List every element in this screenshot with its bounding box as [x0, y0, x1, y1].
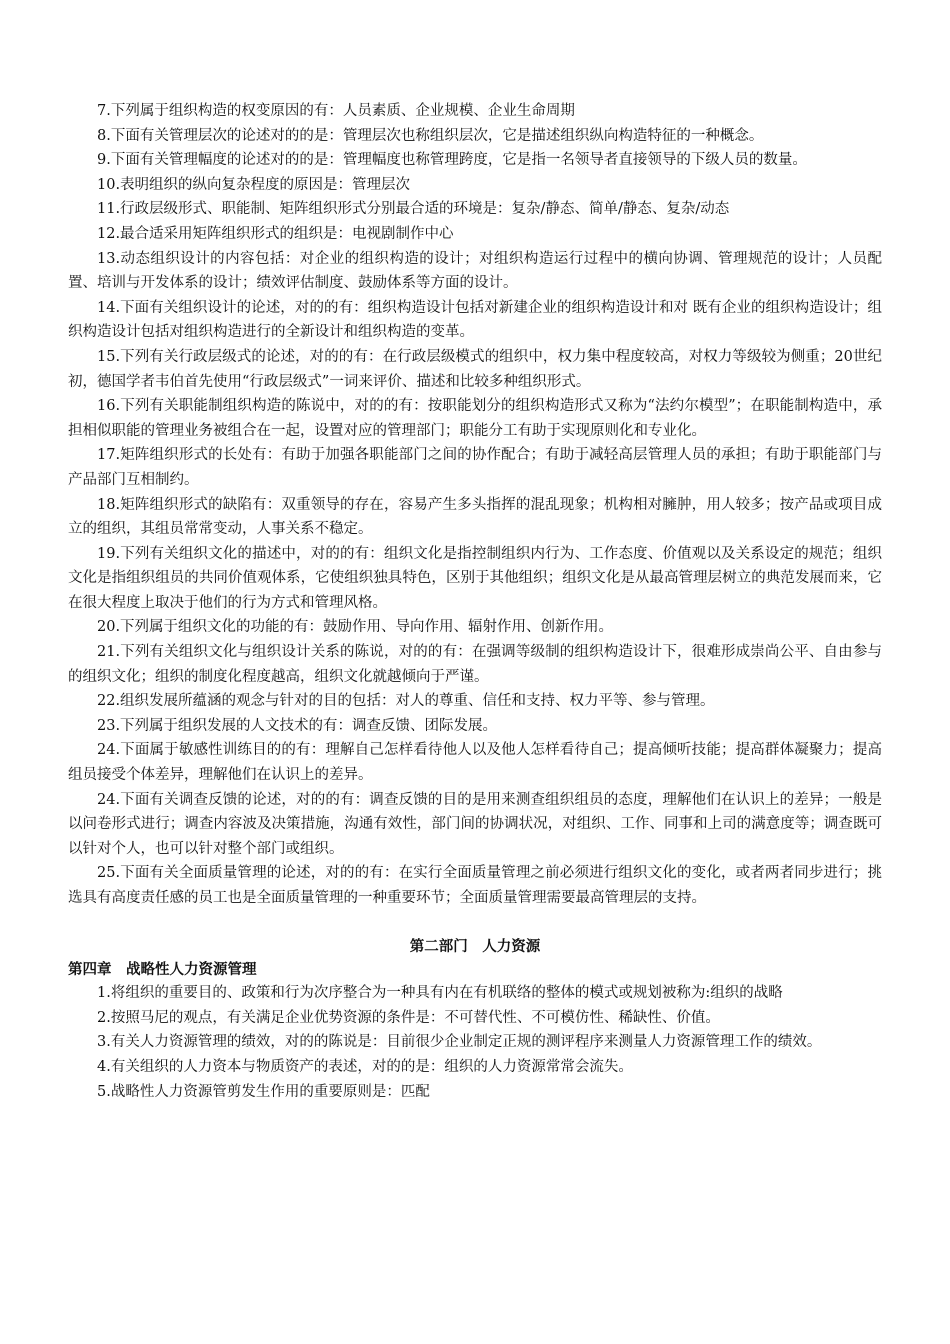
list-item: 1.将组织的重要目的、政策和行为次序整合为一种具有内在有机联络的整体的模式或规划被称为:组织的战略 — [97, 985, 783, 1002]
section-spacer — [68, 911, 882, 935]
part-title: 第二部门 人力资源 — [409, 938, 541, 955]
section-chapter-items — [68, 981, 882, 1104]
chapter-title: 第四章 战略性人力资源管理 — [68, 962, 257, 979]
list-item: 24.下面有关调查反馈的论述，对的的有：调查反馈的目的是用来测查组织组员的态度，理解他们在认识上的差异；一般是以问卷形式进行；调查内容波及决策措施，沟通有效性，部门间的协调状况，对组织、工作、同事和上司的满意度等；调查既可以针对个人，也可以针对整个部门或组织。 — [68, 791, 882, 857]
list-item: 13.动态组织设计的内容包括：对企业的组织构造的设计；对组织构造运行过程中的横向协调、管理规范的设计；人员配置、培训与开发体系的设计；绩效评估制度、鼓励体系等方面的设计。 — [68, 250, 882, 292]
list-item: 17.矩阵组织形式的长处有：有助于加强各职能部门之间的协作配合；有助于减轻高层管理人员的承担；有助于职能部门与产品部门互相制约。 — [68, 447, 882, 488]
list-item: 7.下列属于组织构造的权变原因的有：人员素质、企业规模、企业生命周期 — [97, 103, 575, 119]
list-item: 9.下面有关管理幅度的论述对的的是：管理幅度也称管理跨度，它是指一名领导者直接领导的下级人员的数量。 — [97, 152, 807, 169]
list-item: 23.下列属于组织发展的人文技术的有：调查反馈、团际发展。 — [97, 717, 498, 734]
list-item: 15.下列有关行政层级式的论述，对的的有：在行政层级模式的组织中，权力集中程度较高，对权力等级较为侧重；20世纪初，德国学者韦伯首先使用“行政层级式”一词来评价、描述和比较多种组织形式。 — [68, 348, 882, 390]
list-item: 20.下列属于组织文化的功能的有：鼓励作用、导向作用、辐射作用、创新作用。 — [97, 619, 614, 636]
list-item: 21.下列有关组织文化与组织设计关系的陈说，对的的有：在强调等级制的组织构造设计下，很难形成崇尚公平、自由参与的组织文化；组织的制度化程度越高，组织文化就越倾向于严谨。 — [68, 644, 882, 685]
list-item: 12.最合适采用矩阵组织形式的组织是：电视剧制作中心 — [97, 225, 454, 242]
section-organization-items — [68, 99, 882, 911]
list-item: 25.下面有关全面质量管理的论述，对的的有：在实行全面质量管理之前必须进行组织文化的变化，或者两者同步进行；挑选具有高度责任感的员工也是全面质量管理的一种重要环节；全面质量管理需要最高管理层的支持。 — [68, 865, 882, 906]
list-item: 22.组织发展所蕴涵的观念与针对的目的包括：对人的尊重、信任和支持、权力平等、参与管理。 — [97, 693, 715, 710]
list-item: 16.下列有关职能制组织构造的陈说中，对的的有：按职能划分的组织构造形式又称为“法约尔模型”；在职能制构造中，承担相似职能的管理业务被组合在一起，设置对应的管理部门；职能分工有助于实现原则化和专业化。 — [68, 398, 882, 439]
list-item: 2.按照马尼的观点，有关满足企业优势资源的条件是：不可替代性、不可模仿性、稀缺性、价值。 — [97, 1009, 720, 1026]
list-item: 18.矩阵组织形式的缺陷有：双重领导的存在，容易产生多头指挥的混乱现象；机构相对臃肿，用人较多；按产品或项目成立的组织，其组员常常变动，人事关系不稳定。 — [68, 496, 882, 538]
list-item: 14.下面有关组织设计的论述，对的的有：组织构造设计包括对新建企业的组织构造设计和对 既有企业的组织构造设计；组织构造设计包括对组织构造进行的全新设计和组织构造的变革。 — [68, 299, 882, 341]
list-item: 8.下面有关管理层次的论述对的的是：管理层次也称组织层次，它是描述组织纵向构造特征的一种概念。 — [97, 127, 764, 144]
list-item: 24.下面属于敏感性训练目的的有：理解自己怎样看待他人以及他人怎样看待自己；提高倾听技能；提高群体凝聚力；提高组员接受个体差异，理解他们在认识上的差异。 — [68, 742, 882, 784]
list-item: 10.表明组织的纵向复杂程度的原因是：管理层次 — [97, 176, 411, 193]
list-item: 4.有关组织的人力资本与物质资产的表述，对的的是：组织的人力资源常常会流失。 — [97, 1058, 633, 1075]
list-item: 3.有关人力资源管理的绩效，对的的陈说是：目前很少企业制定正规的测评程序来测量人力资源管理工作的绩效。 — [97, 1034, 822, 1051]
list-item: 19.下列有关组织文化的描述中，对的的有：组织文化是指控制组织内行为、工作态度、价值观以及关系设定的规范；组织文化是指组织组员的共同价值观体系，它使组织独具特色，区别于其他组织；组织文化是从最高管理层树立的典范发展而来，它在很大程度上取决于他们的行为方式和管理风格。 — [68, 545, 882, 611]
list-item: 5.战略性人力资源管剪发生作用的重要原则是：匹配 — [97, 1083, 430, 1100]
list-item: 11.行政层级形式、职能制、矩阵组织形式分别最合适的环境是：复杂/静态、简单/静态、复杂/动态 — [97, 201, 730, 218]
document-page — [68, 99, 882, 1104]
